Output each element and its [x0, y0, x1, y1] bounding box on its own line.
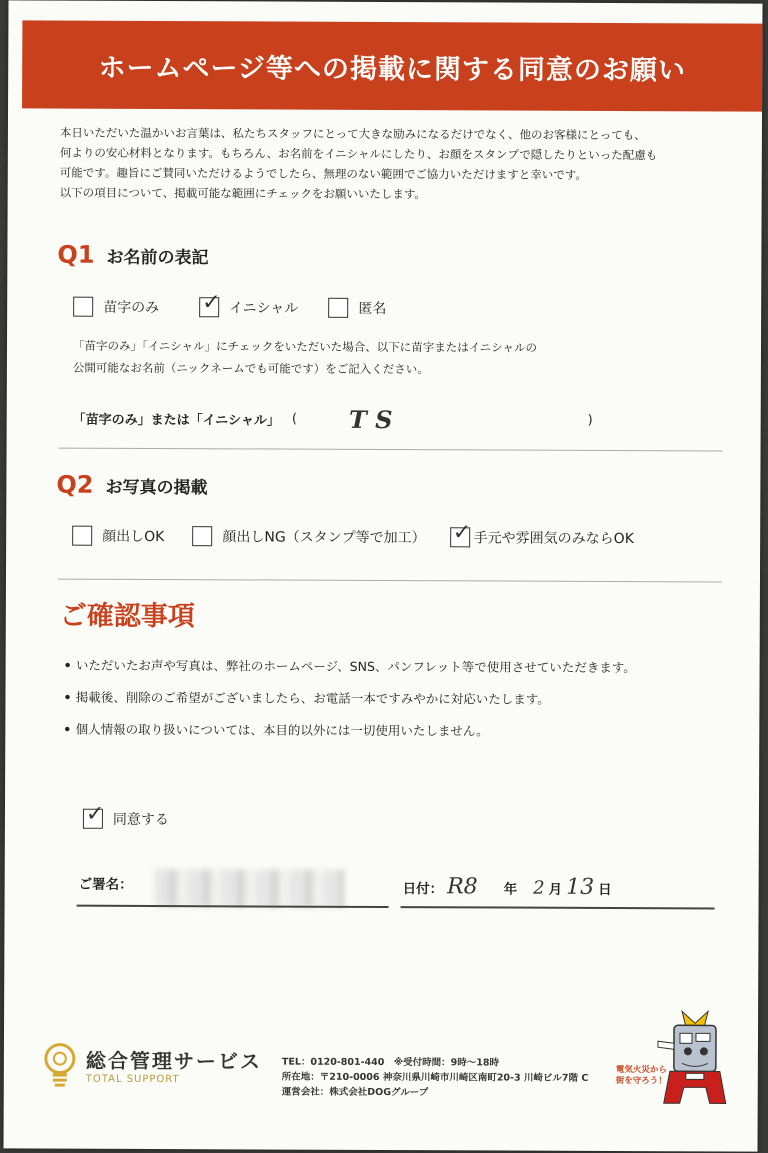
- mascot-icon: [652, 1003, 738, 1115]
- check-mark-icon: ✓: [202, 290, 221, 316]
- q2-option-face-ok[interactable]: 顔出しOK: [72, 526, 164, 546]
- checkbox[interactable]: [72, 526, 92, 546]
- checkbox-checked[interactable]: [199, 290, 221, 317]
- date-month: 2: [533, 877, 545, 899]
- list-item: • 個人情報の取り扱いについては、本目的以外には一切使用いたしません。: [63, 720, 733, 741]
- checkbox[interactable]: [328, 298, 348, 318]
- company-logo: 総合管理サービス TOTAL SUPPORT: [40, 1041, 262, 1090]
- agree-checkbox[interactable]: ✓ 同意する: [83, 809, 169, 829]
- signature-label: ご署名：: [78, 876, 133, 893]
- date-line: [401, 906, 715, 909]
- redacted-signature: [155, 869, 345, 908]
- q1-option-surname[interactable]: 苗字のみ: [73, 297, 159, 317]
- mascot-slogan: 電気火災から 街を守ろう！: [615, 1065, 667, 1087]
- date-day: 13: [566, 874, 595, 900]
- name-field[interactable]: 「苗字のみ」または「イニシャル」 ( T S ): [72, 404, 593, 435]
- list-item: • 掲載後、削除のご希望がございましたら、お電話一本ですみやかに対応いたします。: [63, 688, 733, 709]
- confirm-list: [63, 656, 733, 755]
- handwritten-initials: T S: [348, 404, 393, 435]
- check-mark-icon: ✓: [452, 520, 472, 546]
- divider: [59, 448, 723, 452]
- contact-info: TEL：0120-801-440 ※受付時間：9時〜18時 所在地：〒210-0006 神奈川県川崎市川崎区南町20-3 川崎ビル7階 C 運営会社：株式会社DOGグループ: [281, 1056, 589, 1099]
- q1-heading: Q1 お名前の表記: [57, 240, 209, 269]
- confirm-heading: ご確認事項: [59, 600, 195, 633]
- checkbox[interactable]: [73, 297, 93, 317]
- list-item: • いただいたお声や写真は、弊社のホームページ、SNS、パンフレット等で使用させていただきます。: [64, 656, 734, 677]
- q1-options: [73, 290, 408, 318]
- q1-note: 「苗字のみ」「イニシャル」にチェックをいただいた場合、以下に苗字またはイニシャルの 公開可能なお名前（ニックネームでも可能です）をご記入ください。: [72, 338, 538, 377]
- q2-option-hands-only[interactable]: ✓ 手元や雰囲気のみならOK: [450, 527, 634, 548]
- divider: [58, 579, 722, 583]
- q2-heading: Q2 お写真の掲載: [56, 470, 208, 499]
- check-mark-icon: ✓: [85, 801, 105, 827]
- checkbox-checked[interactable]: [450, 520, 472, 547]
- checkbox[interactable]: [192, 526, 212, 546]
- form-title: ホームページ等への掲載に関する同意のお願い: [22, 20, 762, 111]
- checkbox-checked[interactable]: [83, 801, 105, 829]
- consent-form: [3, 0, 762, 1151]
- q2-option-face-ng[interactable]: 顔出しNG（スタンプ等で加工）: [192, 526, 425, 547]
- lightbulb-icon: [40, 1041, 80, 1089]
- date-era: R8: [447, 874, 478, 900]
- date-field[interactable]: 日付： R8 年 2 月 13 日: [402, 874, 612, 900]
- q2-options: [72, 520, 656, 549]
- intro-text: 本日いただいた温かいお言葉は、私たちスタッフにとって大きな励みになるだけでなく、他のお客様にとっても、 何よりの安心材料となります。もちろん、お名前をイニシャルにしたり、お顔をスタンプで隠したりといった配慮も 可能です。趣旨にご賛同いただけるようでしたら、無理のない範囲でご協力いただけますと幸いです。 以下の項目について、掲載可能な範囲にチェックをお願いいたします。: [59, 125, 658, 202]
- q1-option-initials[interactable]: ✓ イニシャル: [199, 297, 298, 317]
- q1-option-anonymous[interactable]: 匿名: [328, 298, 386, 318]
